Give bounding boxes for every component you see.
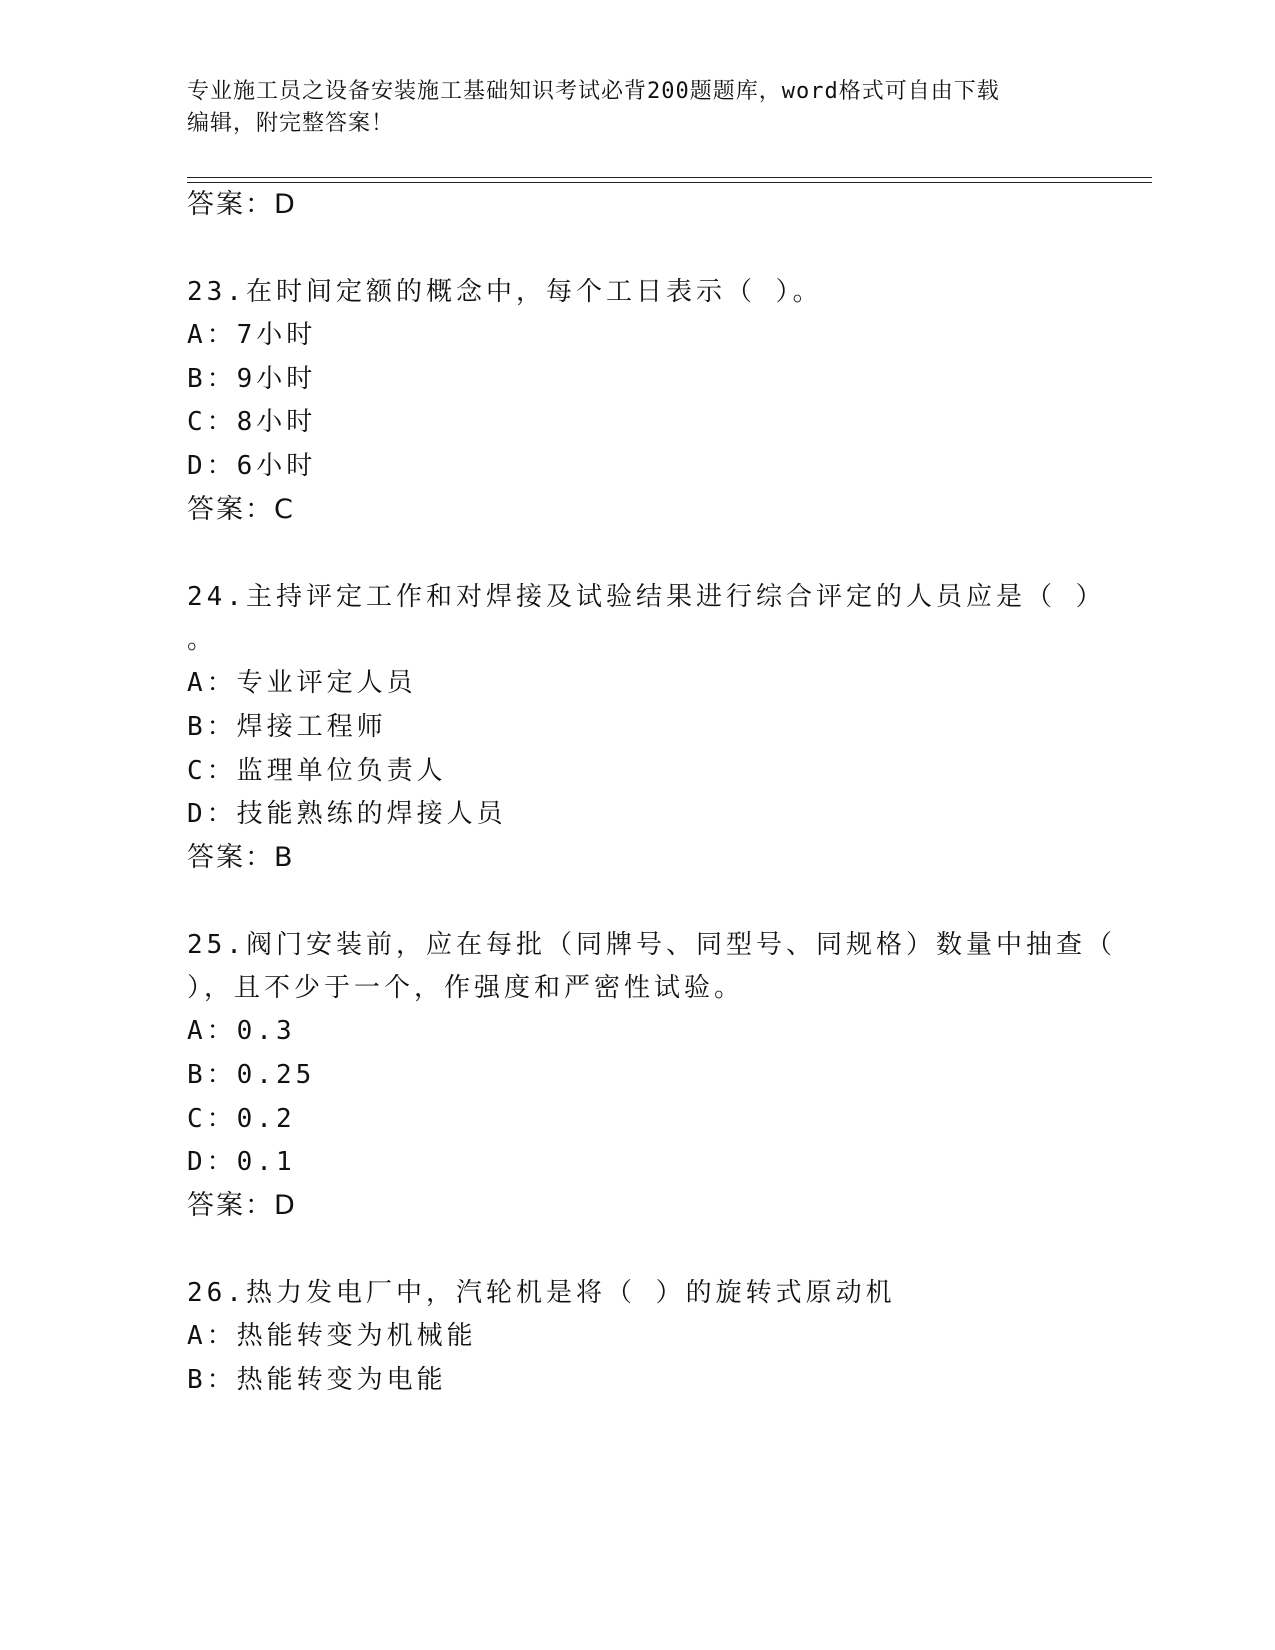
q25-answer: 答案：D (187, 1190, 297, 1221)
q23-option-b: B：9小时 (187, 364, 317, 394)
question-25-line-1: 25.阀门安装前，应在每批（同牌号、同型号、同规格）数量中抽查（ (187, 930, 1116, 960)
question-24-line-2: 。 (187, 625, 218, 655)
q24-option-c: C：监理单位负责人 (187, 756, 447, 786)
q25-option-b: B：0.25 (187, 1060, 316, 1090)
answer-prev: 答案：D (187, 189, 297, 220)
header-divider-top (187, 177, 1152, 178)
q25-option-a: A：0.3 (187, 1016, 296, 1046)
document-header (187, 76, 1067, 140)
header-divider-bottom (187, 182, 1152, 183)
q25-option-d: D：0.1 (187, 1147, 296, 1177)
question-23: 23.在时间定额的概念中，每个工日表示（ ）。 (187, 277, 823, 307)
q26-option-a: A：热能转变为机械能 (187, 1321, 477, 1351)
question-26: 26.热力发电厂中，汽轮机是将（ ）的旋转式原动机 (187, 1278, 896, 1308)
q24-option-a: A：专业评定人员 (187, 668, 417, 698)
question-25-line-2: ），且不少于一个，作强度和严密性试验。 (187, 973, 745, 1003)
q23-option-c: C：8小时 (187, 407, 317, 437)
header-line-2: 编辑，附完整答案！ (187, 111, 395, 136)
q23-answer: 答案：C (187, 494, 295, 525)
q24-option-d: D：技能熟练的焊接人员 (187, 799, 507, 829)
q26-option-b: B：热能转变为电能 (187, 1365, 447, 1395)
q23-option-d: D：6小时 (187, 451, 317, 481)
header-line-1: 专业施工员之设备安装施工基础知识考试必背200题题库，word格式可自由下载 (187, 79, 1000, 104)
q24-option-b: B：焊接工程师 (187, 712, 387, 742)
q23-option-a: A：7小时 (187, 320, 317, 350)
question-24-line-1: 24.主持评定工作和对焊接及试验结果进行综合评定的人员应是（ ） (187, 582, 1106, 612)
q24-answer: 答案：B (187, 842, 295, 873)
q25-option-c: C：0.2 (187, 1104, 296, 1134)
